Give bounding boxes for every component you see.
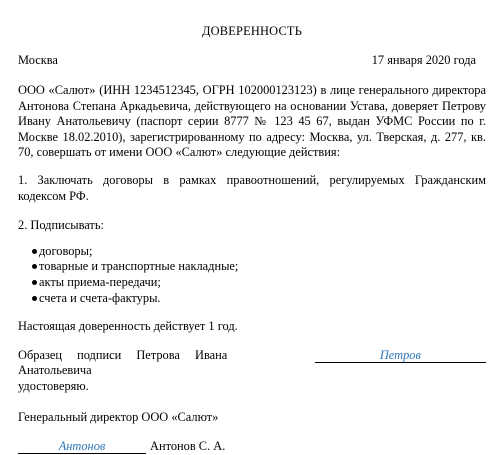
list-item-text: товарные и транспортные накладные; xyxy=(39,259,239,274)
signature-confirm-text: удостоверяю. xyxy=(18,378,89,393)
trustee-signature: Петров xyxy=(315,348,486,363)
signing-documents-list xyxy=(18,244,486,306)
authority-item-1: 1. Заключать договоры в рамках правоотношений, регулируемых Гражданским кодексом РФ. xyxy=(18,172,486,203)
director-signature-line xyxy=(18,439,486,455)
bullet-icon xyxy=(32,264,37,269)
signature-sample-line xyxy=(18,348,486,379)
list-item xyxy=(18,259,486,275)
document-place: Москва xyxy=(18,53,58,67)
document-title: ДОВЕРЕННОСТЬ xyxy=(201,24,303,38)
authority-item-2: 2. Подписывать: xyxy=(18,218,104,233)
list-item-text: счета и счета-фактуры. xyxy=(39,290,161,305)
validity-statement: Настоящая доверенность действует 1 год. xyxy=(18,319,238,334)
director-title: Генеральный директор ООО «Салют» xyxy=(18,409,219,424)
bullet-icon xyxy=(32,280,37,285)
bullet-icon xyxy=(32,296,37,301)
list-item-text: договоры; xyxy=(39,243,93,258)
bullet-icon xyxy=(32,249,37,254)
director-name: Антонов С. А. xyxy=(150,439,226,454)
director-signature: Антонов xyxy=(18,439,146,454)
list-item xyxy=(18,275,486,291)
list-item xyxy=(18,244,486,260)
list-item xyxy=(18,291,486,307)
document-date: 17 января 2020 года xyxy=(371,53,476,67)
place-date-row xyxy=(18,53,486,69)
signature-sample-block xyxy=(18,348,486,395)
list-item-text: акты приема-передачи; xyxy=(39,274,161,289)
main-paragraph: ООО «Салют» (ИНН 1234512345, ОГРН 102000123123) в лице генерального директора Антонова Степана Аркадьевича, действующего на основании Устава, доверяет Петрову Ивану Анатольевичу (паспорт серии 8777 № 123 45 67, выдан УФМС России по г. Москве 18.02.2010), зарегистрированному по адресу: Москва, ул. Тверская, д. 277, кв. 70, совершать от имени ООО «Салют» следующие действия: xyxy=(18,83,486,160)
signature-sample-text: Образец подписи Петрова Ивана Анатольевича xyxy=(18,347,228,378)
power-of-attorney-document xyxy=(18,24,486,455)
